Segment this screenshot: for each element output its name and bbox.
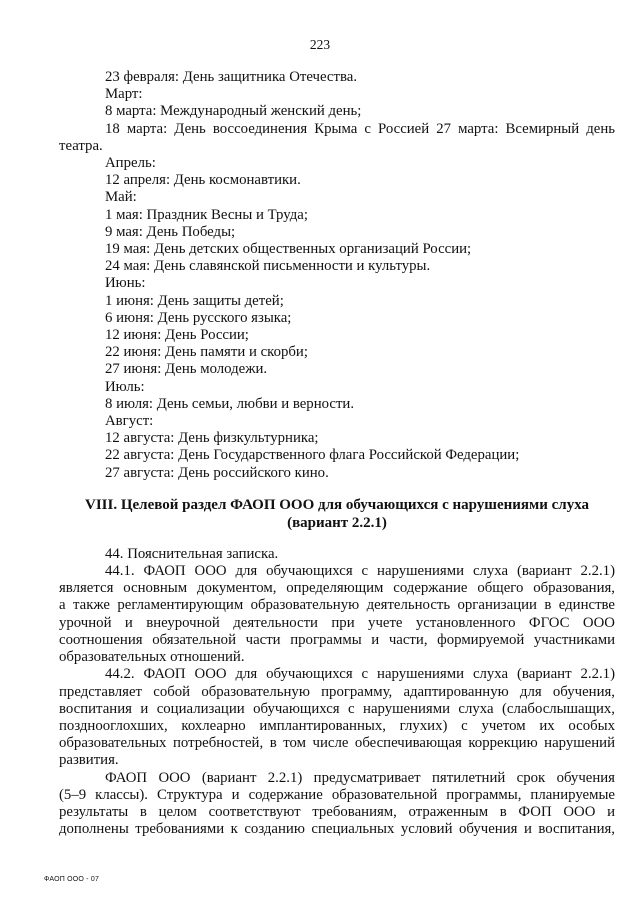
calendar-line: Апрель: xyxy=(105,155,156,172)
paragraph-line: урочной и внеурочной деятельности при учете установленного ФГОС ООО xyxy=(59,614,615,631)
calendar-line: 12 июня: День России; xyxy=(105,327,249,344)
paragraph-line: 44. Пояснительная записка. xyxy=(105,545,279,562)
paragraph-line: позднооглохших, кохлеарно имплантированных, глухих) с учетом их особых xyxy=(59,717,615,734)
section-heading-line-2: (вариант 2.2.1) xyxy=(287,514,387,531)
footer-code: ФАОП ООО - 07 xyxy=(44,876,100,883)
paragraph xyxy=(59,546,615,563)
page-content xyxy=(59,69,615,838)
page-number: 223 xyxy=(309,37,331,52)
calendar-line: 8 июля: День семьи, любви и верности. xyxy=(105,395,355,412)
paragraph-line: (5–9 классы). Структура и содержание образовательной программы, планируемые xyxy=(59,786,615,803)
calendar-line: 19 мая: День детских общественных организаций России; xyxy=(105,241,472,258)
paragraph xyxy=(59,563,615,666)
calendar-line: 22 июня: День памяти и скорби; xyxy=(105,344,308,361)
calendar-line: Май: xyxy=(105,189,137,206)
paragraph-line: развития. xyxy=(59,752,119,769)
paragraph-line: ФАОП ООО (вариант 2.2.1) предусматривает пятилетний срок обучения xyxy=(105,769,615,786)
explanatory-note xyxy=(59,546,615,838)
paragraph-line: 44.1. ФАОП ООО для обучающихся с нарушениями слуха (вариант 2.2.1) xyxy=(105,563,615,580)
calendar-line: 24 мая: День славянской письменности и культуры. xyxy=(105,258,431,275)
calendar-line: 12 апреля: День космонавтики. xyxy=(105,172,301,189)
calendar-line: 12 августа: День физкультурника; xyxy=(105,430,319,447)
calendar-line: Июнь: xyxy=(105,275,146,292)
paragraph-line: соотношения обязательной части программы и части, формируемой участниками xyxy=(59,631,615,648)
paragraph-line: образовательных отношений. xyxy=(59,649,245,666)
calendar-line: Март: xyxy=(105,86,143,103)
paragraph-line: результаты в целом соответствуют требованиям, отраженным в ФОП ООО и xyxy=(59,803,615,820)
calendar-line: 18 марта: День воссоединения Крыма с Россией 27 марта: Всемирный день xyxy=(105,120,615,137)
calendar-line: 27 июня: День молодежи. xyxy=(105,361,268,378)
calendar-line: 9 мая: День Победы; xyxy=(105,223,236,240)
paragraph xyxy=(59,770,615,839)
calendar-line: 6 июня: День русского языка; xyxy=(105,309,292,326)
calendar-line: 1 мая: Праздник Весны и Труда; xyxy=(105,206,308,223)
paragraph-line: а также регламентирующим образовательную деятельность организации в единстве xyxy=(59,597,615,614)
paragraph-line: воспитания и социализации обучающихся с нарушениями слуха (слабослышащих, xyxy=(59,700,615,717)
paragraph-line: образовательных потребностей, в том числе обеспечивающая коррекцию нарушений xyxy=(59,735,615,752)
paragraph-line: представляет собой образовательную программу, адаптированную для обучения, xyxy=(59,683,615,700)
section-heading xyxy=(59,496,615,532)
calendar-line: 22 августа: День Государственного флага Российской Федерации; xyxy=(105,447,520,464)
calendar-line: 27 августа: День российского кино. xyxy=(105,464,329,481)
paragraph xyxy=(59,666,615,769)
calendar-line: 23 февраля: День защитника Отечества. xyxy=(105,69,358,85)
paragraph-line: является основным документом, определяющим содержание общего образования, xyxy=(59,580,615,597)
calendar-line: 1 июня: День защиты детей; xyxy=(105,292,284,309)
calendar-line: Июль: xyxy=(105,378,145,395)
calendar-line: 8 марта: Международный женский день; xyxy=(105,103,362,120)
calendar-line: Август: xyxy=(105,413,154,430)
section-heading-line-1: VIII. Целевой раздел ФАОП ООО для обучающихся с нарушениями слуха xyxy=(84,496,590,513)
paragraph-line: 44.2. ФАОП ООО для обучающихся с нарушениями слуха (вариант 2.2.1) xyxy=(105,666,615,683)
holiday-calendar-list xyxy=(59,69,615,482)
calendar-line: театра. xyxy=(59,137,103,154)
paragraph-line: дополнены требованиями к созданию специальных условий обучения и воспитания, xyxy=(59,821,615,838)
